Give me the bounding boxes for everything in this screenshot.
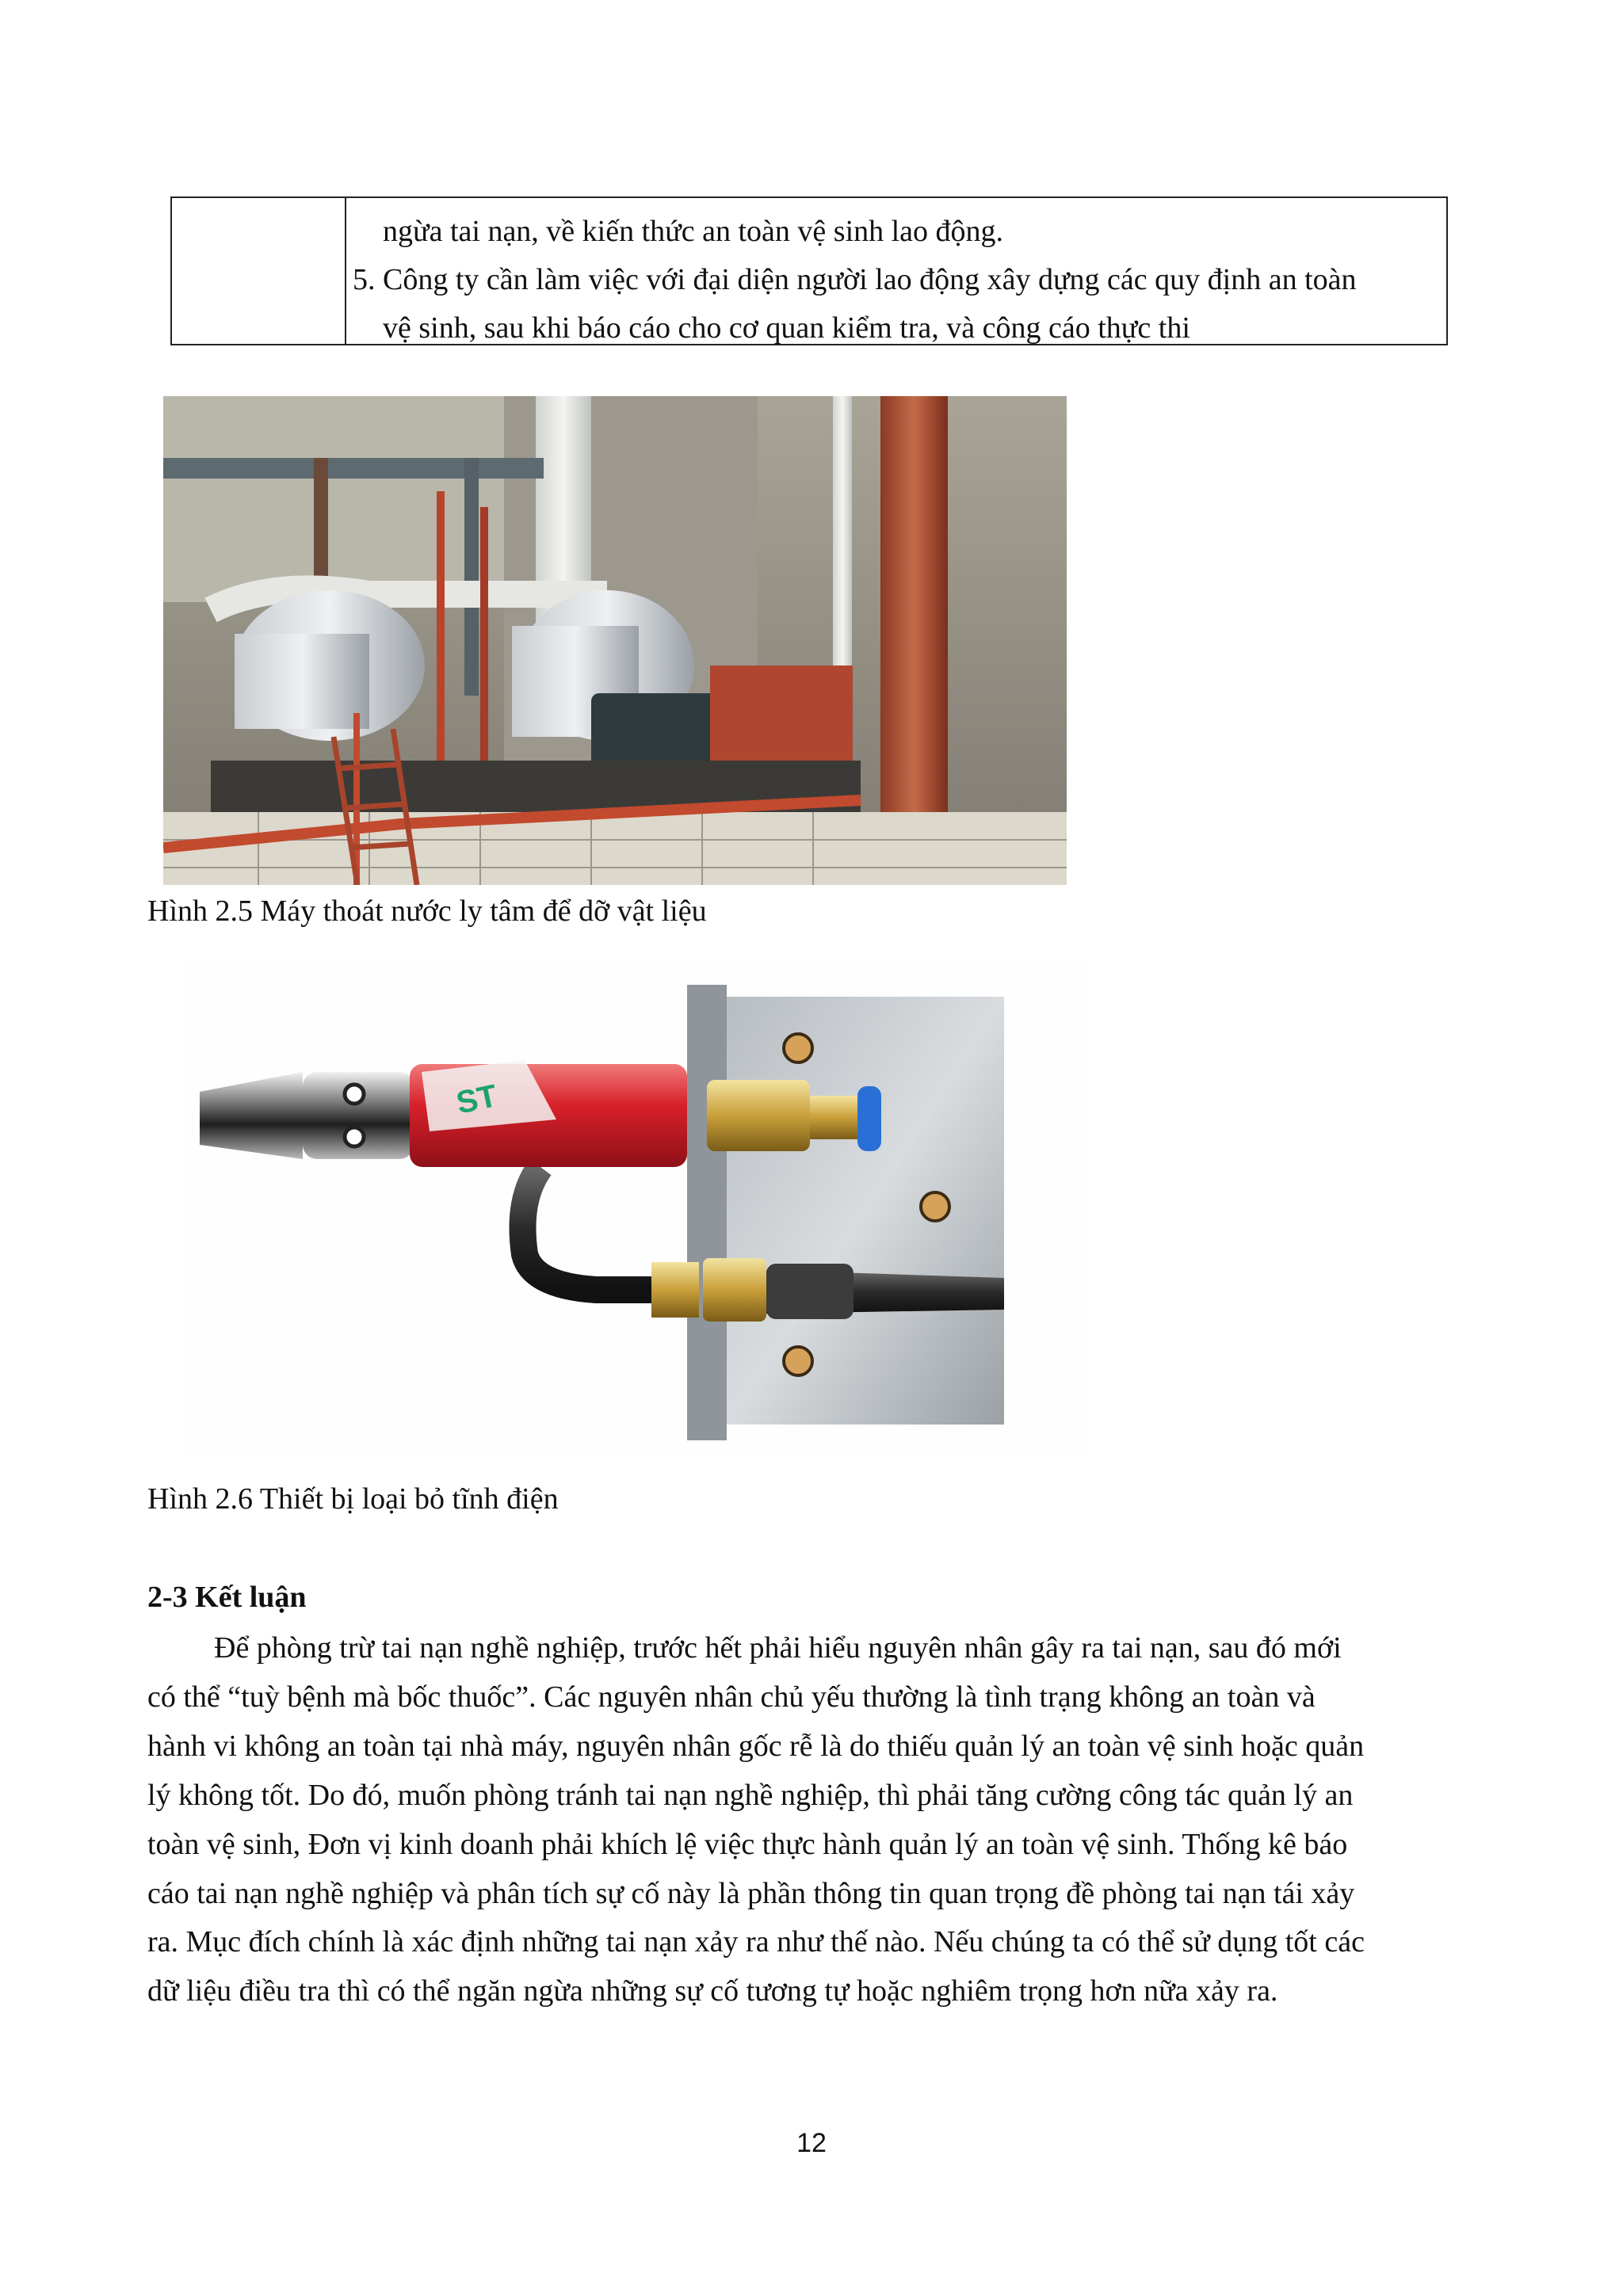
figure-caption: Hình 2.6 Thiết bị loại bỏ tĩnh điện xyxy=(147,1482,559,1516)
section-heading: 2-3 Kết luận xyxy=(147,1581,307,1614)
paragraph-line: ra. Mục đích chính là xác định những tai nạn xảy ra như thế nào. Nếu chúng ta có thể sử dụng tốt các xyxy=(147,1925,1365,1959)
page-number: 12 xyxy=(796,2128,827,2158)
table-line: 5. Công ty cần làm việc với đại diện người lao động xây dựng các quy định an toàn xyxy=(353,263,1357,296)
paragraph-line: có thể “tuỳ bệnh mà bốc thuốc”. Các nguyên nhân chủ yếu thường là tình trạng không an toàn và xyxy=(147,1680,1316,1714)
paragraph-line: hành vi không an toàn tại nhà máy, nguyên nhân gốc rễ là do thiếu quản lý an toàn vệ sinh hoặc quản xyxy=(147,1729,1365,1763)
continuation-table xyxy=(170,196,1448,345)
centrifuge-machine-photo xyxy=(163,396,1067,885)
paragraph-line: Để phòng trừ tai nạn nghề nghiệp, trước hết phải hiểu nguyên nhân gây ra tai nạn, sau đó mới xyxy=(214,1631,1342,1665)
table-line: ngừa tai nạn, về kiến thức an toàn vệ sinh lao động. xyxy=(383,215,1004,248)
table-right-cell xyxy=(346,198,1446,344)
paragraph-line: cáo tai nạn nghề nghiệp và phân tích sự cố này là phần thông tin quan trọng đề phòng tai nạn tái xảy xyxy=(147,1876,1355,1910)
paragraph-line: lý không tốt. Do đó, muốn phòng tránh tai nạn nghề nghiệp, thì phải tăng cường công tác quản lý an xyxy=(147,1778,1354,1812)
paragraph-line: dữ liệu điều tra thì có thể ngăn ngừa những sự cố tương tự hoặc nghiêm trọng hơn nữa xảy ra. xyxy=(147,1974,1278,2008)
conclusion-paragraph xyxy=(147,1624,1479,2016)
table-line: vệ sinh, sau khi báo cáo cho cơ quan kiểm tra, và công cáo thực thi xyxy=(383,311,1190,345)
table-left-cell xyxy=(172,198,346,344)
figure-caption: Hình 2.5 Máy thoát nước ly tâm để dỡ vật liệu xyxy=(147,894,707,928)
device-label-text: ST xyxy=(453,1078,501,1121)
paragraph-line: toàn vệ sinh, Đơn vị kinh doanh phải khích lệ việc thực hành quản lý an toàn vệ sinh. Thống kê báo xyxy=(147,1827,1348,1861)
static-eliminator-photo xyxy=(184,961,1087,1456)
